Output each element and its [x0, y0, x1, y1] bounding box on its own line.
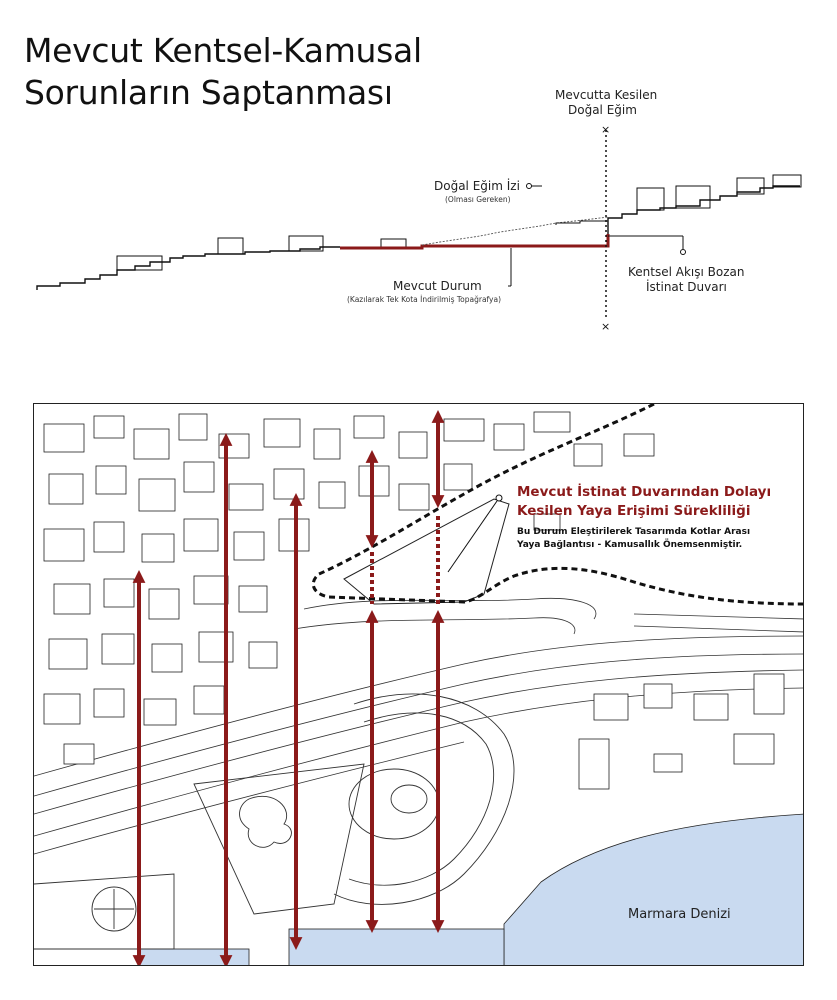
section-building — [773, 175, 801, 187]
callout-subtitle-line-2: Yaya Bağlantısı - Kamusallık Önemsenmiştir. — [517, 540, 743, 550]
callout-title-line-1: Mevcut İstinat Duvarından Dolayı — [517, 484, 772, 500]
retaining-wall-label-line-1: Kentsel Akışı Bozan — [628, 265, 745, 279]
callout-title — [517, 483, 771, 521]
cut-marker-bottom-icon: × — [601, 320, 611, 333]
callout-subtitle — [517, 526, 750, 552]
retaining-wall-label — [628, 265, 744, 295]
upper-ground-line — [556, 221, 608, 225]
title-line-1: Mevcut Kentsel-Kamusal — [24, 31, 422, 70]
section-building — [676, 186, 710, 208]
natural-slope-label: Doğal Eğim İzi — [434, 179, 520, 193]
callout-dot-icon — [496, 495, 502, 501]
current-state-line — [340, 234, 608, 248]
leader-dot-icon — [527, 184, 532, 189]
callout-leader — [448, 501, 497, 572]
existing-ground-line — [37, 247, 340, 290]
section-building — [218, 238, 243, 254]
retaining-wall-label-line-2: İstinat Duvarı — [646, 280, 727, 294]
natural-slope-sub: (Olması Gereken) — [445, 195, 511, 204]
section-building — [117, 256, 162, 270]
cut-slope-label-line-1: Mevcutta Kesilen — [555, 88, 658, 102]
callout-subtitle-line-1: Bu Durum Eleştirilerek Tasarımda Kotlar Arası — [517, 527, 751, 537]
section-building — [637, 188, 664, 210]
cut-slope-label — [555, 88, 657, 118]
current-state-sub: (Kazılarak Tek Kota İndirilmiş Topağrafya) — [347, 295, 502, 304]
cut-slope-label-line-2: Doğal Eğim — [568, 103, 637, 117]
title-line-2: Sorunların Saptanması — [24, 73, 393, 112]
sea-label: Marmara Denizi — [628, 907, 731, 922]
cut-marker-top-icon: × — [601, 123, 611, 136]
current-state-label: Mevcut Durum — [393, 279, 482, 293]
section-building — [381, 239, 406, 247]
leader-dot-icon — [681, 250, 686, 255]
callout-title-line-2: Kesilen Yaya Erişimi Sürekliliği — [517, 503, 751, 519]
